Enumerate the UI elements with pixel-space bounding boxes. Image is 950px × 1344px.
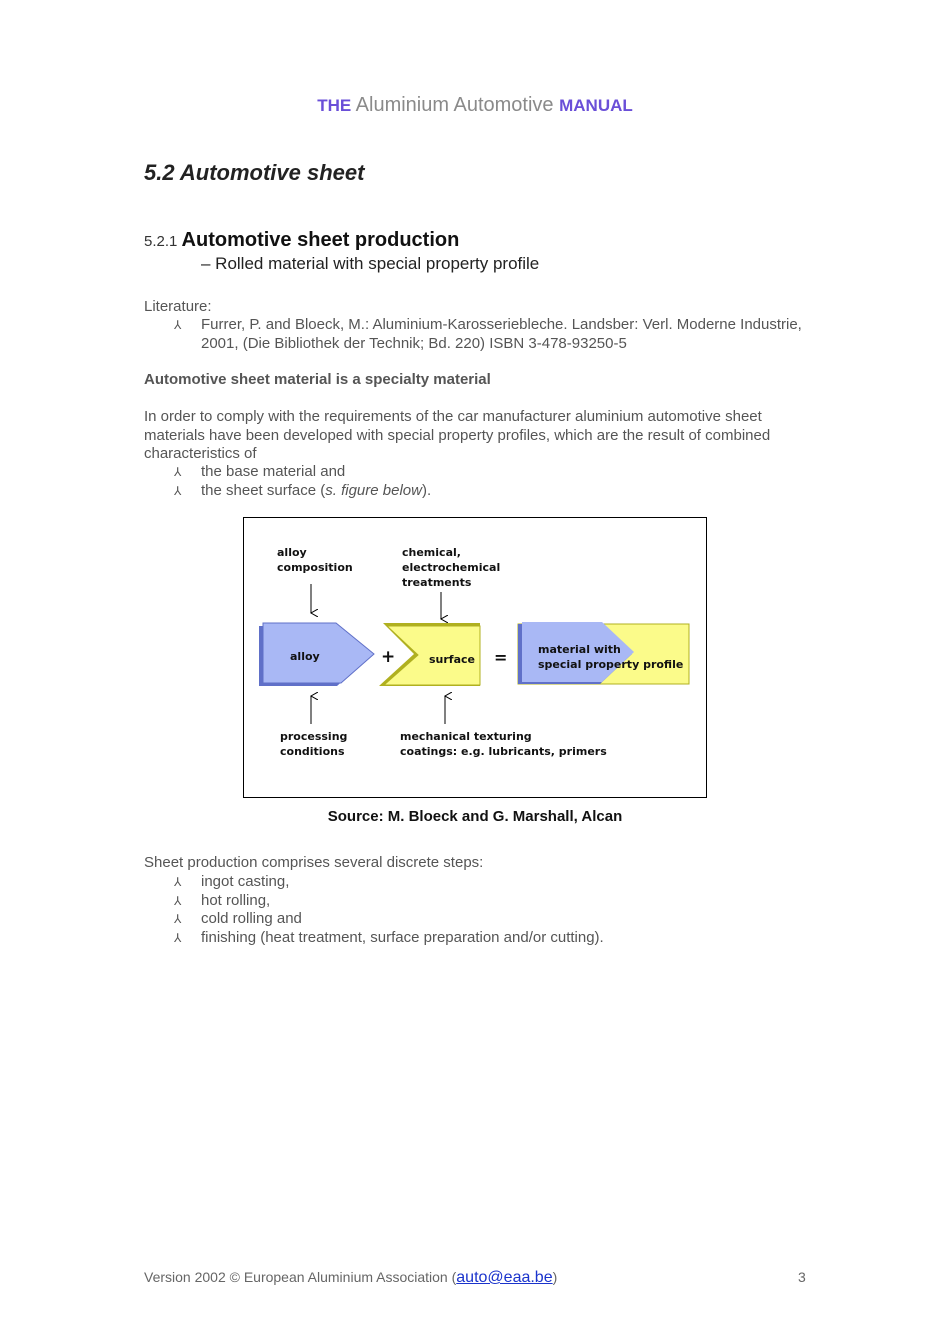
bullet-icon: ⅄ bbox=[174, 875, 182, 889]
property-profile-diagram bbox=[244, 518, 706, 797]
characteristics-list bbox=[144, 463, 824, 500]
result-label-2: special property profile bbox=[538, 658, 684, 671]
footer-suffix: ) bbox=[552, 1269, 558, 1285]
literature-list bbox=[144, 316, 824, 353]
label-chemical-1: chemical, bbox=[402, 546, 461, 559]
list-item: ⅄ the sheet surface (s. figure below). bbox=[174, 481, 432, 499]
label-alloy-composition-1: alloy bbox=[277, 546, 307, 559]
list-item: ⅄ the base material and bbox=[174, 463, 346, 480]
page-footer bbox=[144, 1269, 557, 1287]
result-label-1: material with bbox=[538, 643, 621, 656]
footer-email-link[interactable]: auto@eaa.be bbox=[456, 1269, 553, 1286]
footer-prefix: Version 2002 © European Aluminium Association ( bbox=[144, 1269, 457, 1285]
bullet-icon: ⅄ bbox=[174, 893, 182, 908]
equals-sign: = bbox=[494, 648, 508, 667]
bullet-icon: ⅄ bbox=[174, 318, 182, 332]
bullet-icon: ⅄ bbox=[174, 930, 182, 945]
list-item: ⅄ cold rolling and bbox=[174, 910, 302, 927]
label-mechanical-2: coatings: e.g. lubricants, primers bbox=[400, 745, 607, 758]
label-processing-1: processing bbox=[280, 730, 348, 743]
list-item: ⅄ ingot casting, bbox=[174, 873, 290, 890]
header-manual: MANUAL bbox=[559, 96, 633, 115]
literature-label: Literature: bbox=[144, 298, 212, 315]
production-intro: Sheet production comprises several discrete steps: bbox=[144, 854, 484, 871]
figure-caption: Source: M. Bloeck and G. Marshall, Alcan bbox=[327, 808, 623, 825]
subsection-heading bbox=[144, 229, 459, 252]
specialty-paragraph: In order to comply with the requirements of the car manufacturer aluminium automotive sheet materials have been developed with special property profiles, which are the result of combined characteristics of bbox=[144, 408, 771, 462]
specialty-heading: Automotive sheet material is a specialty material bbox=[144, 371, 491, 388]
subsection-subtitle: – Rolled material with special property profile bbox=[201, 254, 540, 273]
production-steps-list bbox=[144, 873, 824, 947]
list-item: ⅄ Furrer, P. and Bloeck, M.: Aluminium-Karosseriebleche. Landsber: Verl. Moderne Industrie, 2001, (Die Bibliothek der Technik; Bd. 220) ISBN 3-478-93250-5 bbox=[174, 316, 802, 352]
surface-label: surface bbox=[429, 653, 475, 666]
label-alloy-composition-2: composition bbox=[277, 561, 353, 574]
label-chemical-2: electrochemical bbox=[402, 561, 501, 574]
page-header bbox=[0, 94, 950, 117]
bullet-icon: ⅄ bbox=[174, 912, 182, 926]
label-mechanical-1: mechanical texturing bbox=[400, 730, 532, 743]
list-item: ⅄ hot rolling, bbox=[174, 891, 271, 909]
header-title: Aluminium Automotive bbox=[355, 94, 554, 116]
list-item: ⅄ finishing (heat treatment, surface preparation and/or cutting). bbox=[174, 928, 604, 946]
alloy-label: alloy bbox=[290, 650, 320, 663]
label-processing-2: conditions bbox=[280, 745, 345, 758]
header-the: THE bbox=[317, 96, 352, 115]
page-number: 3 bbox=[798, 1269, 806, 1285]
bullet-icon: ⅄ bbox=[174, 465, 182, 479]
bullet-icon: ⅄ bbox=[174, 483, 182, 498]
property-profile-figure bbox=[243, 517, 707, 798]
section-title: 5.2 Automotive sheet bbox=[144, 160, 365, 185]
subsection-title: Automotive sheet production bbox=[181, 229, 460, 251]
label-chemical-3: treatments bbox=[402, 576, 472, 589]
plus-sign: + bbox=[381, 647, 396, 667]
subsection-number: 5.2.1 bbox=[144, 233, 178, 250]
